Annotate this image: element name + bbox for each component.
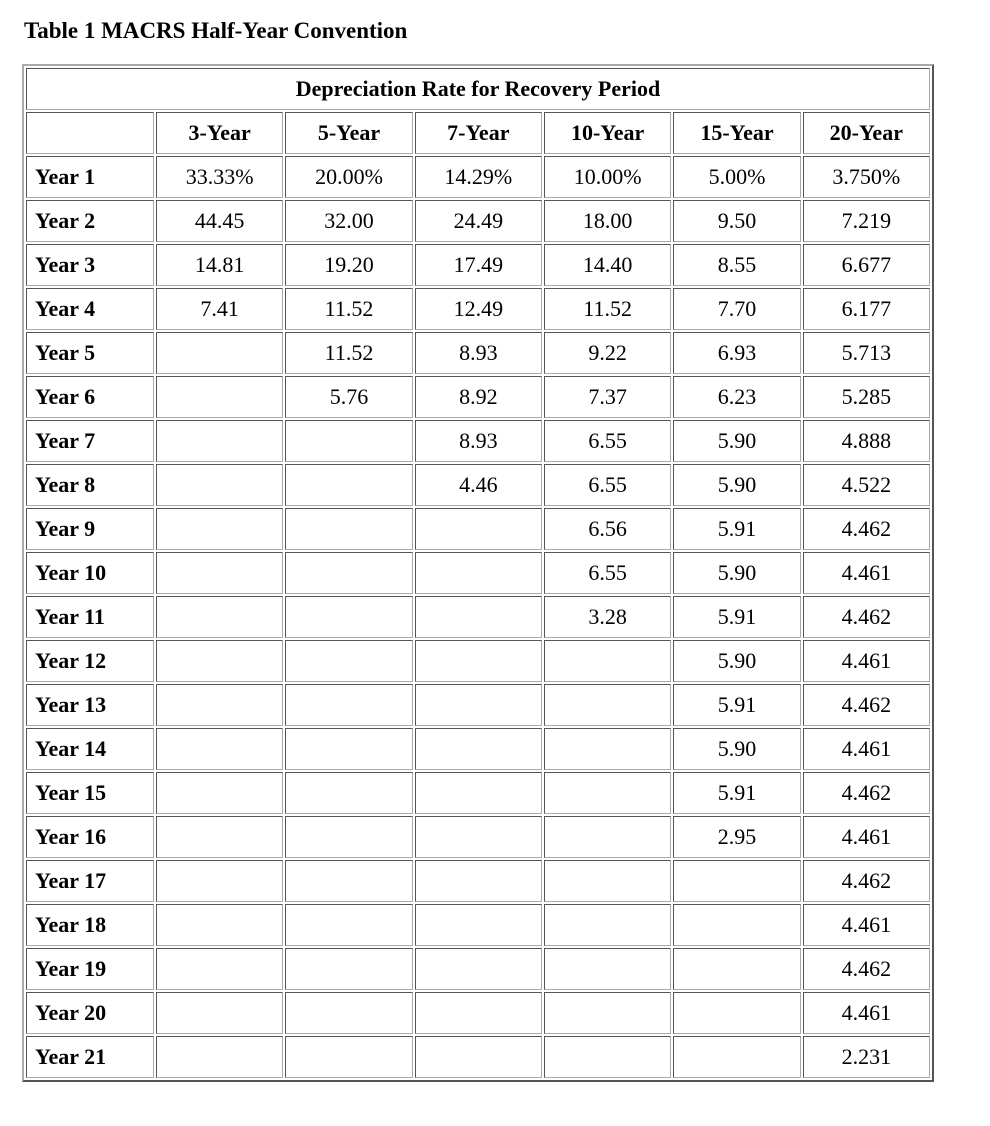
- row-label: Year 10: [26, 552, 154, 594]
- table-cell: [415, 1036, 542, 1078]
- table-cell: [673, 1036, 800, 1078]
- row-label: Year 1: [26, 156, 154, 198]
- table-cell: [285, 596, 412, 638]
- table-cell: 4.522: [803, 464, 930, 506]
- table-row: [26, 508, 930, 550]
- table-row: [26, 992, 930, 1034]
- row-label: Year 8: [26, 464, 154, 506]
- table-cell: 4.888: [803, 420, 930, 462]
- table-row: [26, 376, 930, 418]
- table-cell: [544, 860, 671, 902]
- table-cell: 2.95: [673, 816, 800, 858]
- corner-cell: [26, 112, 154, 154]
- table-cell: 6.56: [544, 508, 671, 550]
- row-label: Year 13: [26, 684, 154, 726]
- table-cell: [544, 772, 671, 814]
- table-cell: 11.52: [544, 288, 671, 330]
- row-label: Year 19: [26, 948, 154, 990]
- table-cell: 9.22: [544, 332, 671, 374]
- table-cell: 8.93: [415, 420, 542, 462]
- row-label: Year 2: [26, 200, 154, 242]
- table-cell: [156, 860, 283, 902]
- table-cell: 4.462: [803, 684, 930, 726]
- table-cell: [544, 948, 671, 990]
- table-cell: 5.90: [673, 552, 800, 594]
- table-cell: 5.76: [285, 376, 412, 418]
- table-cell: 8.93: [415, 332, 542, 374]
- table-cell: [285, 992, 412, 1034]
- table-cell: 5.285: [803, 376, 930, 418]
- row-label: Year 14: [26, 728, 154, 770]
- table-row: [26, 772, 930, 814]
- table-row: [26, 640, 930, 682]
- table-cell: 4.461: [803, 992, 930, 1034]
- table-cell: 4.461: [803, 904, 930, 946]
- table-cell: 14.29%: [415, 156, 542, 198]
- table-cell: [156, 728, 283, 770]
- column-header: 7-Year: [415, 112, 542, 154]
- table-cell: 4.461: [803, 552, 930, 594]
- table-cell: 4.462: [803, 508, 930, 550]
- table-cell: [415, 684, 542, 726]
- table-cell: 5.90: [673, 640, 800, 682]
- table-cell: [415, 508, 542, 550]
- table-cell: [285, 816, 412, 858]
- table-cell: [156, 772, 283, 814]
- table-cell: 5.91: [673, 772, 800, 814]
- macrs-table: [22, 64, 934, 1082]
- table-cell: [285, 640, 412, 682]
- row-label: Year 16: [26, 816, 154, 858]
- table-cell: [285, 508, 412, 550]
- table-cell: 5.91: [673, 684, 800, 726]
- table-cell: 14.81: [156, 244, 283, 286]
- table-cell: [156, 948, 283, 990]
- table-cell: [673, 948, 800, 990]
- table-cell: [415, 816, 542, 858]
- table-cell: 4.461: [803, 640, 930, 682]
- span-header-row: [26, 68, 930, 110]
- table-cell: [285, 860, 412, 902]
- row-label: Year 18: [26, 904, 154, 946]
- table-cell: [156, 684, 283, 726]
- column-header: 15-Year: [673, 112, 800, 154]
- table-cell: 7.70: [673, 288, 800, 330]
- table-row: [26, 684, 930, 726]
- span-header: Depreciation Rate for Recovery Period: [26, 68, 930, 110]
- table-cell: 4.461: [803, 816, 930, 858]
- table-cell: [544, 1036, 671, 1078]
- table-cell: [156, 904, 283, 946]
- table-cell: 4.46: [415, 464, 542, 506]
- table-cell: 17.49: [415, 244, 542, 286]
- table-cell: [285, 552, 412, 594]
- row-label: Year 11: [26, 596, 154, 638]
- row-label: Year 20: [26, 992, 154, 1034]
- table-cell: [285, 464, 412, 506]
- table-cell: 11.52: [285, 288, 412, 330]
- table-cell: 19.20: [285, 244, 412, 286]
- column-header: 20-Year: [803, 112, 930, 154]
- table-cell: [156, 508, 283, 550]
- row-label: Year 9: [26, 508, 154, 550]
- table-cell: [156, 640, 283, 682]
- table-cell: [285, 772, 412, 814]
- table-cell: 8.55: [673, 244, 800, 286]
- table-cell: 2.231: [803, 1036, 930, 1078]
- table-cell: 9.50: [673, 200, 800, 242]
- table-cell: 4.461: [803, 728, 930, 770]
- table-cell: 11.52: [285, 332, 412, 374]
- table-cell: [415, 992, 542, 1034]
- table-cell: [156, 464, 283, 506]
- table-cell: [415, 772, 542, 814]
- table-cell: 6.55: [544, 420, 671, 462]
- table-cell: [415, 552, 542, 594]
- table-cell: 5.713: [803, 332, 930, 374]
- table-cell: [156, 596, 283, 638]
- table-cell: [415, 860, 542, 902]
- table-row: [26, 464, 930, 506]
- table-row: [26, 596, 930, 638]
- table-row: [26, 1036, 930, 1078]
- row-label: Year 6: [26, 376, 154, 418]
- table-cell: [544, 640, 671, 682]
- table-row: [26, 244, 930, 286]
- table-row: [26, 860, 930, 902]
- table-cell: [544, 816, 671, 858]
- table-cell: [673, 992, 800, 1034]
- table-cell: 12.49: [415, 288, 542, 330]
- table-cell: [156, 420, 283, 462]
- table-cell: 3.28: [544, 596, 671, 638]
- table-cell: 6.177: [803, 288, 930, 330]
- table-cell: [544, 992, 671, 1034]
- table-cell: 14.40: [544, 244, 671, 286]
- table-cell: 7.219: [803, 200, 930, 242]
- row-label: Year 3: [26, 244, 154, 286]
- table-cell: [156, 552, 283, 594]
- table-cell: 6.93: [673, 332, 800, 374]
- table-cell: 33.33%: [156, 156, 283, 198]
- table-cell: 7.37: [544, 376, 671, 418]
- table-cell: 4.462: [803, 772, 930, 814]
- table-row: [26, 552, 930, 594]
- row-label: Year 12: [26, 640, 154, 682]
- table-cell: 5.90: [673, 420, 800, 462]
- row-label: Year 17: [26, 860, 154, 902]
- table-cell: [415, 948, 542, 990]
- table-cell: [415, 640, 542, 682]
- table-cell: 5.91: [673, 508, 800, 550]
- table-row: [26, 420, 930, 462]
- row-label: Year 15: [26, 772, 154, 814]
- table-cell: 7.41: [156, 288, 283, 330]
- table-row: [26, 728, 930, 770]
- table-cell: 44.45: [156, 200, 283, 242]
- table-row: [26, 156, 930, 198]
- table-cell: 6.55: [544, 464, 671, 506]
- table-row: [26, 816, 930, 858]
- table-cell: 4.462: [803, 596, 930, 638]
- table-cell: [415, 596, 542, 638]
- table-cell: [285, 1036, 412, 1078]
- table-cell: 5.90: [673, 464, 800, 506]
- table-cell: [544, 728, 671, 770]
- table-cell: [156, 376, 283, 418]
- table-cell: [156, 1036, 283, 1078]
- table-cell: 4.462: [803, 860, 930, 902]
- row-label: Year 21: [26, 1036, 154, 1078]
- table-cell: 5.90: [673, 728, 800, 770]
- table-cell: [156, 332, 283, 374]
- table-cell: 18.00: [544, 200, 671, 242]
- table-cell: 3.750%: [803, 156, 930, 198]
- table-cell: 6.55: [544, 552, 671, 594]
- table-cell: [673, 860, 800, 902]
- table-cell: [544, 904, 671, 946]
- table-cell: 32.00: [285, 200, 412, 242]
- row-label: Year 7: [26, 420, 154, 462]
- table-cell: [673, 904, 800, 946]
- table-cell: 4.462: [803, 948, 930, 990]
- table-cell: 6.23: [673, 376, 800, 418]
- column-header: 5-Year: [285, 112, 412, 154]
- column-header-row: [26, 112, 930, 154]
- row-label: Year 4: [26, 288, 154, 330]
- table-cell: 24.49: [415, 200, 542, 242]
- table-cell: [285, 420, 412, 462]
- table-row: [26, 904, 930, 946]
- table-cell: [415, 904, 542, 946]
- table-cell: 10.00%: [544, 156, 671, 198]
- table-cell: [285, 948, 412, 990]
- column-header: 10-Year: [544, 112, 671, 154]
- table-cell: [544, 684, 671, 726]
- table-cell: [156, 816, 283, 858]
- page-title: Table 1 MACRS Half-Year Convention: [24, 18, 408, 43]
- table-cell: 20.00%: [285, 156, 412, 198]
- table-row: [26, 948, 930, 990]
- table-row: [26, 200, 930, 242]
- table-row: [26, 288, 930, 330]
- table-cell: [285, 728, 412, 770]
- column-header: 3-Year: [156, 112, 283, 154]
- table-cell: 5.91: [673, 596, 800, 638]
- row-label: Year 5: [26, 332, 154, 374]
- table-cell: [285, 904, 412, 946]
- table-cell: [415, 728, 542, 770]
- table-cell: [285, 684, 412, 726]
- table-cell: [156, 992, 283, 1034]
- table-cell: 8.92: [415, 376, 542, 418]
- table-cell: 6.677: [803, 244, 930, 286]
- table-row: [26, 332, 930, 374]
- table-cell: 5.00%: [673, 156, 800, 198]
